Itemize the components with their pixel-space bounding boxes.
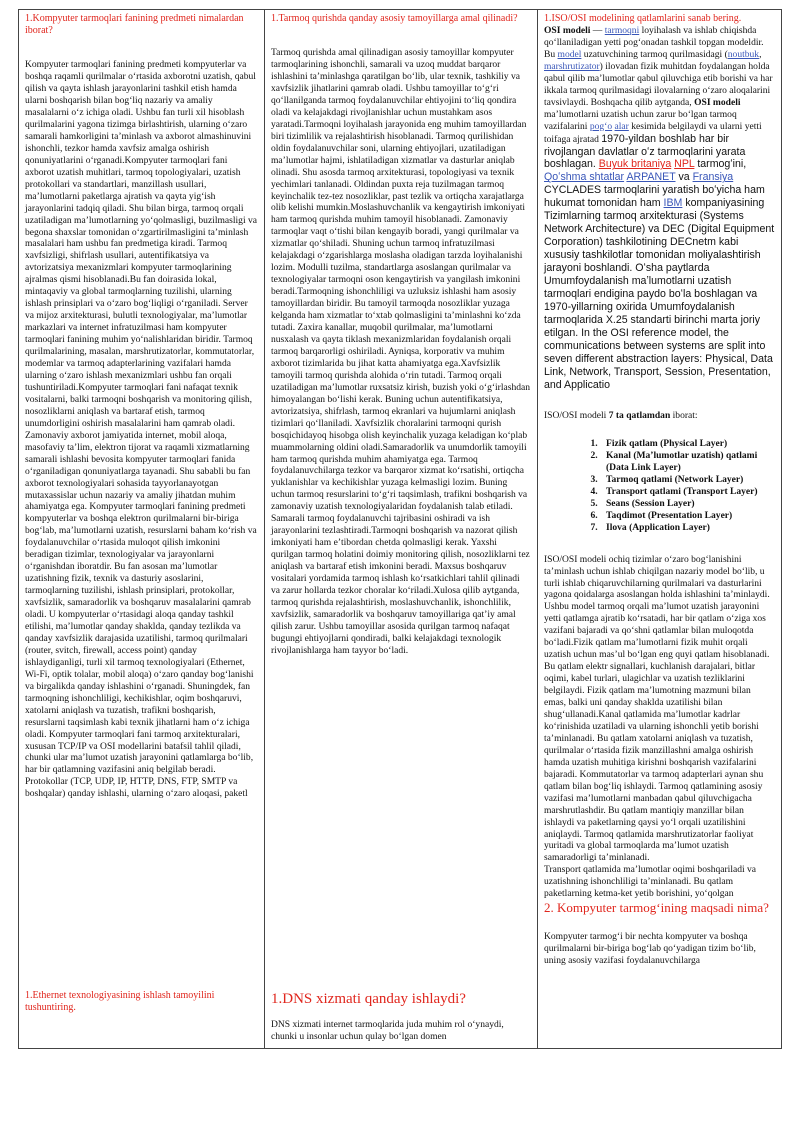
next-question-title: 2. Kompyuter tarmogʻining maqsadi nima?: [544, 900, 769, 916]
column-3: [537, 10, 781, 1048]
osi-layers-list: [544, 438, 775, 534]
bold-term: OSI modeli: [544, 25, 591, 36]
text-run: ISO/OSI modeli: [544, 409, 609, 421]
link-qoshma-shtatlar[interactable]: Qoʻshma shtatlar: [544, 171, 625, 184]
answer-paragraph: Transport qatlamida maʼlumotlar oqimi boshqariladi va uzatishning ishonchliligi taʼminlanadi. Bu qatlam paketlarning ketma-ket yetib borishini, yoʻqolgan: [544, 864, 757, 900]
next-question-title: 1.Ethernet texnologiyasining ishlash tamoyilini tushuntiring.: [25, 990, 215, 1014]
text-run: kompaniyasining Tizimlarning tarmoq arxitekturasi (Systems Network Architecture) va DEC (Digital Equipment Corporation) tashkilotining DECnetm kabi xususiy tashkilotlar tomonidan moliyalashtirish jarayoni boshlandi. Oʻsha paytlarda Umumfoydalanish maʼlumotlarni uzatish tarmoqlari endigina paydo boʻla boshlagan va 1970-yillarning oxirida Umumfoydalanish tarmoqlarida X.25 standarti birinchi marta joriy etilgan. In the OSI reference model, the communications between systems are split into seven different abstraction layers: Physical, Data Link, Network, Transport, Session, Presentation, and Applicatio: [544, 197, 775, 391]
answer-body: Kompyuter tarmoqlari fanining predmeti kompyuterlar va boshqa raqamli qurilmalar oʻrtasida axborotni uzatish, qabul qilish va qayta ishlash jarayonlarini tashkil etish hamda ularni boshqarish bilan bogʻliq nazariy va amaliy masalalarni oʻz ichiga oladi. Ushbu fan turli xil hisoblash qurilmalarini yagona tizimga birlashtirish, ularning oʻzaro samarali hamkorligini taʼminlash va axborot almashinuvini ishonchli, tezkor hamda xavfsiz amalga oshirish qonuniyatlarini oʻrganadi.Kompyuter tarmoqlari fani axborot uzatish muhitlari, tarmoq topologiyalari, uzatish protokollari va standartlari, manzillash usullari, maʼlumotlarni paketlarga ajratish va qayta yigʻish jarayonlarini tadqiq qiladi. Shu bilan birga, tarmoq orqali uzatiladigan maʼlumotlarning yoʻqolmasligi, buzilmasligi va begona shaxslar tomonidan oʻzgartirilmasligini taʼminlash masalalari ham ushbu fan predmetiga kiradi. Tarmoq xavfsizligi, shifrlash usullari, autentifikatsiya va avtorizatsiya mexanizmlari kompyuter tarmoqlarining ajralmas qismi hisoblanadi.Bu fan doirasida lokal, mintaqaviy va global tarmoqlarning tuzilishi, ularning ishlash prinsiplari va oʻzaro bogʻliqligi oʻrganiladi. Server va mijoz arxitekturasi, bulutli texnologiyalar, maʼlumotlar markazlari va internet infratuzilmasi ham kompyuter tarmoqlari fanining muhim yoʻnalishlaridan biridir. Tarmoq qurilmalarining, masalan, marshrutizatorlar, kommutatorlar, modemlar va tarmoq adapterlarining vazifalari hamda ularning oʻzaro ishlash mexanizmlari ushbu fan orqali tushuntiriladi.Kompyuter tarmoqlari fani nafaqat texnik vositalarni, balki tarmoqni boshqarish va monitoring qilish, nosozliklarni aniqlash va bartaraf etish, tarmoq unumdorligini oshirish masalalarini ham qamrab oladi. Zamonaviy axborot jamiyatida internet, mobil aloqa, masofaviy taʼlim, elektron tijorat va raqamli xizmatlarning samarali ishlashi bevosita kompyuter tarmoqlari fanida oʻrganiladigan qonuniyatlarga tayanadi. Shu sababli bu fan axborot texnologiyalari sohasida tayyorlanayotgan mutaxassislar uchun nazariy va amaliy jihatdan muhim ahamiyatga ega. Kompyuter tarmoqlari fanining predmeti kompyuterlar va boshqa elektron qurilmalarni bir-biriga bogʻlab, maʼlumotlarni uzatish, resurslarni baham koʻrish va foydalanuvchilar oʻrtasida muloqot qilish imkonini beradigan tizimlar, texnologiyalar va jarayonlarni oʻrganishdan iboratdir. Bu fan asosan maʼlumotlar uzatishning fizik, texnik va dasturiy asoslarini, tarmoqlarning tuzilishi, ishlash prinsiplari, protokollar, xavfsizlik, samaradorlik va boshqaruv masalalarini qamrab oladi. U kompyuterlar oʻrtasidagi aloqa qanday tashkil etilishi, maʼlumotlar qanday shaklda, qanday tezlikda va qanday xavfsizlik darajasida uzatilishi, tarmoq qurilmalari (router, svitch, firewall, access point) qanday ishlaydiganligi, turli xil tarmoq texnologiyalari (Ethernet, Wi-Fi, optik tolalar, mobil aloqa) oʻzaro qanday bogʻlanishi va birgalikda qanday ishlashini oʻrganadi. Shuningdek, fan tarmoqning ishonchliligi, kechikishlar, oqim boshqaruvi, xatolarni aniqlash va tuzatish, trafikni boshqarish, resurslarni taqsimlash kabi texnik jihatlarni ham oʻz ichiga oladi. Kompyuter tarmoqlari fani tarmoq arxitekturalari, xususan TCP/IP va OSI modellarini batafsil tahlil qiladi, chunki ular maʼlumot uzatish jarayonini qatlamlarga boʻlib, har bir qatlamning vazifasini aniq belgilab beradi. Protokollar (TCP, UDP, IP, HTTP, DNS, FTP, SMTP va boshqalar) qanday ishlashi, ularning oʻzaro aloqasi, paketl: [25, 59, 257, 800]
text-run: kesimida belgilaydi va ularni yetti toifaga ajratad: [544, 120, 762, 145]
list-item: 4. Transport qatlami (Transport Layer): [600, 486, 775, 498]
answer-paragraph: ISO/OSI modeli ochiq tizimlar oʻzaro bogʻlanishini taʼminlash uchun ishlab chiqilgan nazariy model boʻlib, u turli ishlab chiqaruvchilarning qurilmalari va dasturlarini yagona qoidalarga asoslangan holda ishlashini taʼminlaydi. Ushbu model tarmoq orqali maʼlumot uzatish jarayonini yetti qatlamga ajratib koʻrsatadi, har bir qatlam oʻziga xos vazifani bajaradi va qoʻshni qatlamlar bilan muloqotda boʻladi.Fizik qatlam maʼlumotlarni fizik muhit orqali uzatish uchun masʼul boʻlgan eng quyi qatlam hisoblanadi. Bu qatlam elektr signallari, kuchlanish darajalari, bitlar oqimi, kabel turlari, ulagichlar va uzatish tezliklarini belgilaydi. Fizik qatlam maʼlumotning mazmuni bilan emas, balki uni qanday shaklda uzatilishi bilan shugʻullanadi.Kanal qatlamida maʼlumotlar kadrlar koʻrinishida uzatiladi va ularning ishonchli yetib borishi taʼminlanadi. Bu qatlam xatolarni aniqlash va tuzatish, qurilmalar oʻrtasida fizik manzillashni amalga oshirish hamda uzatish muhitiga kirishni boshqarish vazifalarini bajaradi. Kommutatorlar va tarmoq adapterlari aynan shu qatlam bilan bogʻliq ishlaydi. Tarmoq qatlamining asosiy vazifasi maʼlumotlarni manbadan qabul qiluvchigacha marshrutlashdir. Bu qatlam mantiqiy manzillar bilan ishlaydi va paketlarning qaysi yoʻl orqali uzatilishini aniqlaydi. Tarmoq qatlamida marshrutizatorlar faoliyat yuritadi va global tarmoqlarda maʼlumot uzatish samaradorligi taʼminlanadi.: [544, 553, 770, 864]
list-item: 7. Ilova (Application Layer): [600, 522, 775, 534]
list-item: 3. Tarmoq qatlami (Network Layer): [600, 474, 775, 486]
column-2: [264, 10, 537, 1048]
link-ibm[interactable]: IBM: [663, 197, 683, 210]
bold-term: OSI modeli: [694, 96, 741, 108]
link-model[interactable]: model: [557, 48, 582, 60]
link-fransiya[interactable]: Fransiya: [692, 171, 734, 184]
link-pogo[interactable]: pogʻo: [589, 120, 613, 132]
answer-body: Tarmoq qurishda amal qilinadigan asosiy tamoyillar kompyuter tarmoqlarining ishonchli, samarali va uzoq muddat barqaror ishlashini taʼminlashga qaratilgan boʻlib, ular texnik, tashkiliy va xavfsizlik jihatlarini qamrab oladi. Ushbu tamoyillar toʻgʻri qoʻllanilganda tarmoq foydalanuvchilar ehtiyojini toʻliq qondira oladi va kelajakdagi rivojlanishlar uchun mustahkam asos yaratadi.Tarmoqni loyihalash jarayonida eng muhim tamoyillardan biri tizimlilik va rejalashtirish hisoblanadi. Tarmoq qurilishidan oldin foydalanuvchilar soni, ularning ehtiyojlari, uzatiladigan maʼlumotlar hajmi, ishlatiladigan xizmatlar va dasturlar aniqlab olinadi. Shu asosda tarmoq arxitekturasi, topologiyasi va texnik yechimlari tanlanadi. Oldindan puxta reja tuzilmagan tarmoq keyinchalik tez-tez nosozliklar, past tezlik va ortiqcha xarajatlarga olib kelishi mumkin.Moslashuvchanlik va kengaytirish imkoniyati ham tarmoq qurishda muhim tamoyil hisoblanadi. Zamonaviy tarmoqlar vaqt oʻtishi bilan kengayib boradi, yangi qurilmalar va xizmatlar qoʻshiladi. Shuning uchun tarmoq infratuzilmasi kelajakdagi oʻzgarishlarga moslasha oladigan tarzda loyihalanishi lozim. Modulli tuzilma, standartlarga asoslangan qurilmalar va texnologiyalar tarmoqni oson kengaytirish va yangilash imkonini beradi.Tarmoqning ishonchliligi va uzluksiz ishlashi ham asosiy tamoyillardan biridir. Bu tamoyil tarmoqda nosozliklar yuzaga kelganda ham xizmatlar toʻxtab qolmasligini taʼminlashni koʻzda tutadi. Zaxira kanallar, muqobil qurilmalar, maʼlumotlarni nusxalash va qayta tiklash mexanizmlaridan foydalanish orqali tarmoq barqarorligi oshiriladi. Ayniqsa, korporativ va muhim axborot tizimlarida bu jihat katta ahamiyatga ega.Xavfsizlik tamoyili tarmoq qurishda alohida oʻrin tutadi. Tarmoq orqali uzatiladigan maʼlumotlar ruxsatsiz kirish, buzish yoki oʻgʻirlashdan himoyalangan boʻlishi kerak. Buning uchun autentifikatsiya, avtorizatsiya, shifrlash, tarmoq ekranlari va hujumlarni aniqlash tizimlari qoʻllaniladi. Xavfsizlik choralarini tarmoqni qurish bosqichidayoq hisobga olish keyinchalik yuzaga keladigan koʻplab muammolarning oldini oladi.Samaradorlik va unumdorlik tamoyili ham tarmoq qurishda muhim ahamiyatga ega. Tarmoq foydalanuvchilarga tezkor va barqaror xizmat koʻrsatishi, ortiqcha yuklanishlar va kechikishlar yuzaga kelmasligi lozim. Buning uchun tarmoq resurslarini toʻgʻri taqsimlash, trafikni boshqarish va zamonaviy uzatish texnologiyalaridan foydalanish talab etiladi. Samarali tarmoq foydalanuvchi tajribasini oshiradi va ish jarayonlarini tezlashtiradi.Tarmoqni boshqarish va nazorat qilish imkoniyati ham eʼtibordan chetda qolmasligi kerak. Yaxshi qurilgan tarmoq holatini doimiy monitoring qilish, nosozliklarni tez aniqlash va bartaraf etish imkonini beradi. Maxsus boshqaruv vositalari yordamida tarmoq ishlash koʻrsatkichlari tahlil qilinadi va zarur hollarda tezkor choralar koʻriladi.Xulosa qilib aytganda, tarmoq qurishda rejalashtirish, moslashuvchanlik, ishonchlilik, xavfsizlik, samaradorlik va boshqaruv tamoyillariga qatʼiy amal qilish zarur. Ushbu tamoyillar asosida qurilgan tarmoq nafaqat bugungi ehtiyojlarni qondiradi, balki kelajakdagi texnologik rivojlanishlarga ham tayyor boʻladi.: [271, 47, 531, 656]
link-npl[interactable]: NPL: [674, 158, 695, 171]
history-text: [544, 133, 774, 391]
text-run: loyihalash va ishlab chiqishda qoʻllaniladigan yetti pogʻonadan tashkil topgan modeldir. Bu: [544, 25, 764, 60]
question-title: 1.ISO/OSI modelining qatlamlarini sanab bering.: [544, 13, 742, 24]
list-item: 6. Taqdimot (Presentation Layer): [600, 510, 775, 522]
text-run: iborat:: [670, 409, 698, 421]
document-table: [18, 9, 782, 1049]
text-run: va: [675, 171, 693, 184]
text-run: ,: [759, 48, 762, 60]
text-run: —: [590, 25, 605, 36]
link-noutbuk[interactable]: noutbuk: [727, 48, 760, 60]
list-item: 5. Seans (Session Layer): [600, 498, 775, 510]
text-run: tarmogʻini,: [694, 158, 747, 171]
link-marshrutizator[interactable]: marshrutizator: [544, 60, 600, 72]
next-answer-body: DNS xizmati internet tarmoqlarida juda muhim rol oʻynaydi, chunki u insonlar uchun qulay boʻlgan domen: [271, 1019, 504, 1042]
question-title: 1.Kompyuter tarmoqlari fanining predmeti nimalardan iborat?: [25, 13, 244, 37]
next-question-title: 1.DNS xizmati qanday ishlaydi?: [271, 991, 466, 1007]
bold-term: 7 ta qatlamdan: [608, 409, 671, 421]
link-alar[interactable]: alar: [614, 120, 629, 132]
column-1: [19, 10, 264, 1048]
text-run: CYCLADES tarmoqlarini yaratish boʻyicha ham hukumat tomonidan ham: [544, 184, 765, 210]
text-run: maʼlumotlarni uzatish uchun zarur boʻlgan tarmoq vazifalarini: [544, 108, 737, 132]
link-buyuk-britaniya[interactable]: Buyuk britaniya: [598, 158, 672, 171]
text-run: uzatuvchining tarmoq qurilmasidagi (: [581, 48, 728, 60]
question-title: 1.Tarmoq qurishda qanday asosiy tamoyillarga amal qilinadi?: [271, 13, 518, 24]
link-tarmoqni[interactable]: tarmoqni: [604, 25, 640, 36]
answer-paragraph: [544, 25, 775, 392]
text-run: 1970-yildan boshlab har bir rivojlangan davlatlar oʻz tarmoqlarini yarata boshlagan.: [544, 132, 746, 171]
text-run: ) ilovadan fizik muhitdan foydalangan holda qabul qilib maʼlumotlar qabul qiluvchiga etib borishi va har ikkala tarmoq qurilmasidagi ilovalarning oʻzaro aloqalarini tavsivlaydi. Boshqacha qilib aytganda,: [544, 60, 773, 108]
list-item: 1. Fizik qatlam (Physical Layer): [600, 438, 775, 450]
list-item: 2. Kanal (Maʼlumotlar uzatish) qatlami (Data Link Layer): [600, 450, 775, 474]
next-answer-body: Kompyuter tarmogʻi bir nechta kompyuter va boshqa qurilmalarni bir-biriga bogʻlab qoʻyadigan tizim boʻlib, uning asosiy vazifasi foydalanuvchilarga: [544, 931, 756, 967]
link-arpanet[interactable]: ARPANET: [626, 171, 676, 184]
layers-intro: [544, 410, 775, 422]
